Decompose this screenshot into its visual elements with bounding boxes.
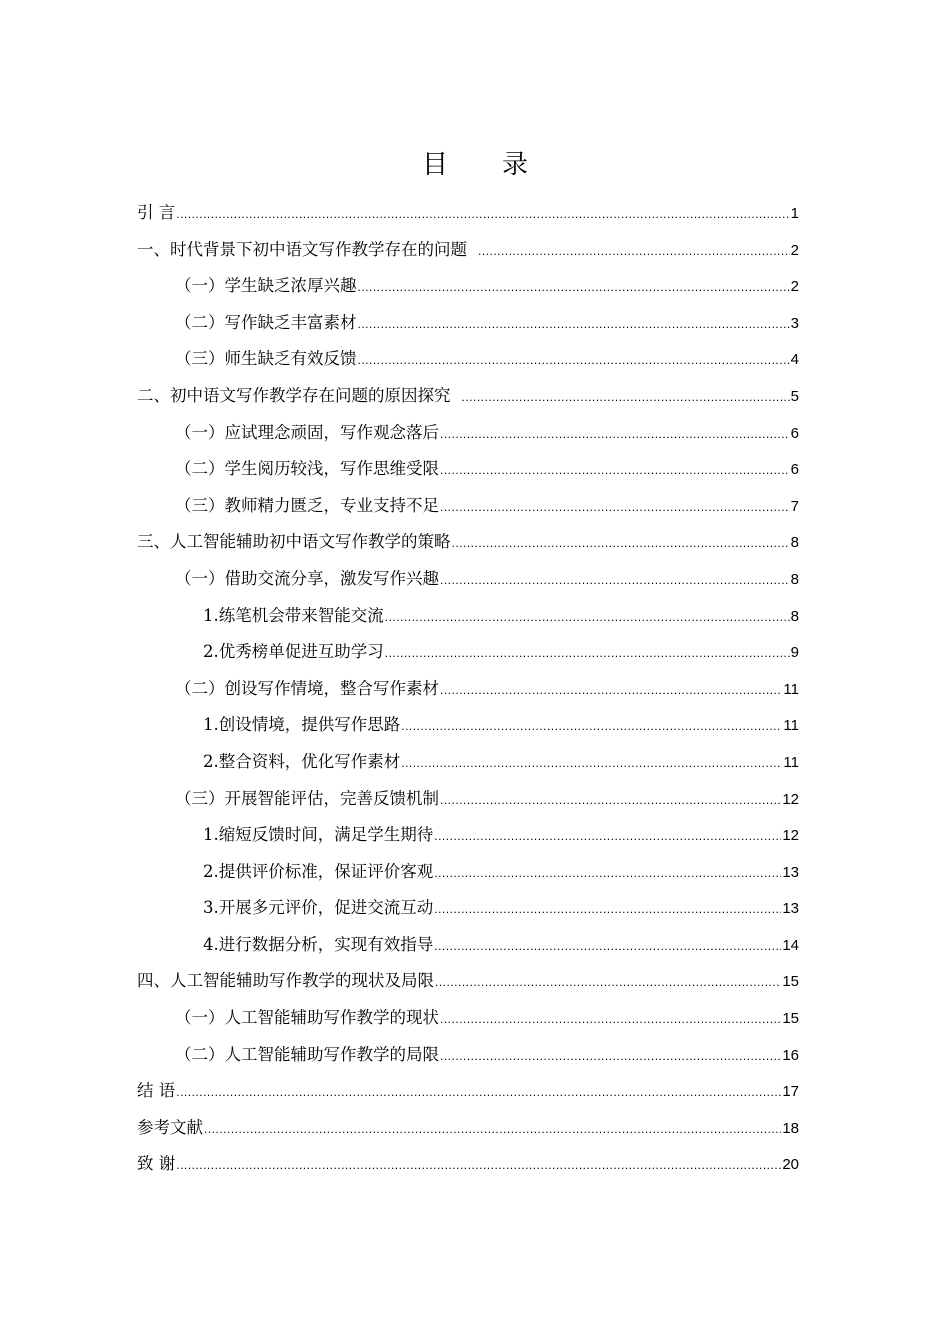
toc-entry-title: 4.进行数据分析，实现有效指导 [203,934,434,954]
toc-dot-leader [440,672,782,709]
toc-entry[interactable] [137,488,799,525]
toc-page-number: 15 [782,1010,799,1028]
toc-page-number: 15 [782,973,799,991]
toc-page-number: 8 [790,534,799,552]
toc-entry[interactable] [137,1000,799,1037]
toc-page-number: 6 [790,424,799,442]
toc-page-number: 6 [790,461,799,479]
toc-page-number: 5 [790,387,799,405]
toc-entry-title: （一）学生缺乏浓厚兴趣 [175,276,357,296]
toc-page-number: 3 [790,314,799,332]
toc-entry[interactable] [137,744,799,781]
toc-entry[interactable] [137,232,799,269]
toc-dot-leader [435,964,781,1001]
toc-dot-leader [358,269,790,306]
toc-entry[interactable] [137,1073,799,1110]
toc-page-number: 13 [782,863,799,881]
toc-page-number: 13 [782,900,799,918]
toc-entry-title: （二）创设写作情境，整合写作素材 [175,678,439,698]
toc-entry[interactable] [137,1037,799,1074]
toc-page-number: 16 [782,1046,799,1064]
toc-entry-title: （三）教师精力匮乏，专业支持不足 [175,495,439,515]
toc-entry[interactable] [137,451,799,488]
toc-dot-leader [358,342,790,379]
toc-dot-leader [176,1074,781,1111]
toc-dot-leader [434,928,781,965]
toc-dot-leader [176,1147,781,1184]
toc-entry[interactable] [137,415,799,452]
toc-dot-leader [434,891,781,928]
toc-entry-title: （二）人工智能辅助写作教学的局限 [175,1044,439,1064]
toc-entry[interactable] [137,1146,799,1183]
toc-dot-leader [385,599,790,636]
toc-dot-leader [440,782,781,819]
toc-entry[interactable] [137,963,799,1000]
toc-entry-title: （一）人工智能辅助写作教学的现状 [175,1008,439,1028]
toc-entry[interactable] [137,890,799,927]
toc-entry-title: 致 谢 [137,1154,176,1174]
toc-page-number: 14 [782,936,799,954]
toc-entry-title: （一）借助交流分享，激发写作兴趣 [175,568,439,588]
toc-dot-leader [434,855,781,892]
toc-title: 目 录 [421,150,542,180]
toc-page-number: 11 [783,753,799,771]
toc-dot-leader [401,708,782,745]
toc-entry[interactable] [137,927,799,964]
toc-entry-title: 3.开展多元评价，促进交流互动 [203,898,434,918]
toc-dot-leader [452,525,790,562]
toc-entry-title: 参考文献 [137,1117,203,1137]
toc-entry-title: 四、人工智能辅助写作教学的现状及局限 [137,971,434,991]
toc-page-number: 1 [790,205,799,222]
toc-entry[interactable] [137,378,799,415]
toc-page-number: 12 [782,790,799,808]
toc-entry[interactable] [137,598,799,635]
toc-entry-title: （二）学生阅历较浅，写作思维受限 [175,459,439,479]
toc-entry[interactable] [137,1110,799,1147]
toc-entry[interactable] [137,634,799,671]
toc-entry-title: （三）师生缺乏有效反馈 [175,349,357,369]
toc-entry-title: 结 语 [137,1081,176,1101]
toc-entry[interactable] [137,305,799,342]
toc-entry-title: 2.整合资料，优化写作素材 [203,751,401,771]
toc-entry-title: 引 言 [137,203,176,222]
toc-page-number: 8 [790,570,799,588]
toc-dot-leader [176,196,789,233]
toc-page-number: 2 [790,241,799,259]
toc-dot-leader [385,635,790,672]
toc-entry[interactable] [137,195,799,232]
toc-page-number: 11 [783,680,799,698]
toc-entry-title: 1.缩短反馈时间，满足学生期待 [203,825,434,845]
toc-page-number: 4 [790,351,799,369]
toc-page-number: 9 [790,644,799,662]
toc-entry-title: 2.提供评价标准，保证评价客观 [203,861,434,881]
toc-dot-leader [440,1038,781,1075]
toc-entry[interactable] [137,268,799,305]
toc-entry-title: 1.练笔机会带来智能交流 [203,605,384,625]
toc-entry[interactable] [137,707,799,744]
toc-dot-leader [358,306,790,343]
toc-list [137,195,799,1183]
toc-entry[interactable] [137,854,799,891]
toc-dot-leader [478,233,790,270]
toc-entry[interactable] [137,817,799,854]
toc-dot-leader [440,1001,781,1038]
toc-page-number: 2 [790,278,799,296]
toc-entry-title: 三、人工智能辅助初中语文写作教学的策略 [137,532,451,552]
toc-entry-title: 2.优秀榜单促进互助学习 [203,642,384,662]
toc-entry-title: （一）应试理念顽固，写作观念落后 [175,422,439,442]
toc-entry-title: （三）开展智能评估，完善反馈机制 [175,788,439,808]
toc-entry[interactable] [137,524,799,561]
toc-entry[interactable] [137,671,799,708]
toc-page-number: 20 [782,1156,799,1174]
toc-entry-title: 1.创设情境，提供写作思路 [203,715,401,735]
toc-dot-leader [440,489,790,526]
toc-dot-leader [434,818,781,855]
toc-page-number: 11 [783,717,799,735]
toc-page-number: 8 [790,607,799,625]
toc-entry-title: （二）写作缺乏丰富素材 [175,312,357,332]
toc-page-number: 7 [790,497,799,515]
toc-page-number: 17 [782,1083,799,1101]
toc-page-number: 18 [782,1119,799,1137]
toc-dot-leader [204,1111,781,1148]
toc-dot-leader [440,416,790,453]
toc-entry[interactable] [137,341,799,378]
toc-dot-leader [401,745,782,782]
toc-dot-leader [462,379,790,416]
toc-entry-title: 二、初中语文写作教学存在问题的原因探究 [137,385,451,405]
toc-dot-leader [440,562,790,599]
toc-dot-leader [440,452,790,489]
toc-entry[interactable] [137,561,799,598]
toc-page-number: 12 [782,827,799,845]
toc-entry[interactable] [137,781,799,818]
toc-entry-title: 一、时代背景下初中语文写作教学存在的问题 [137,239,467,259]
